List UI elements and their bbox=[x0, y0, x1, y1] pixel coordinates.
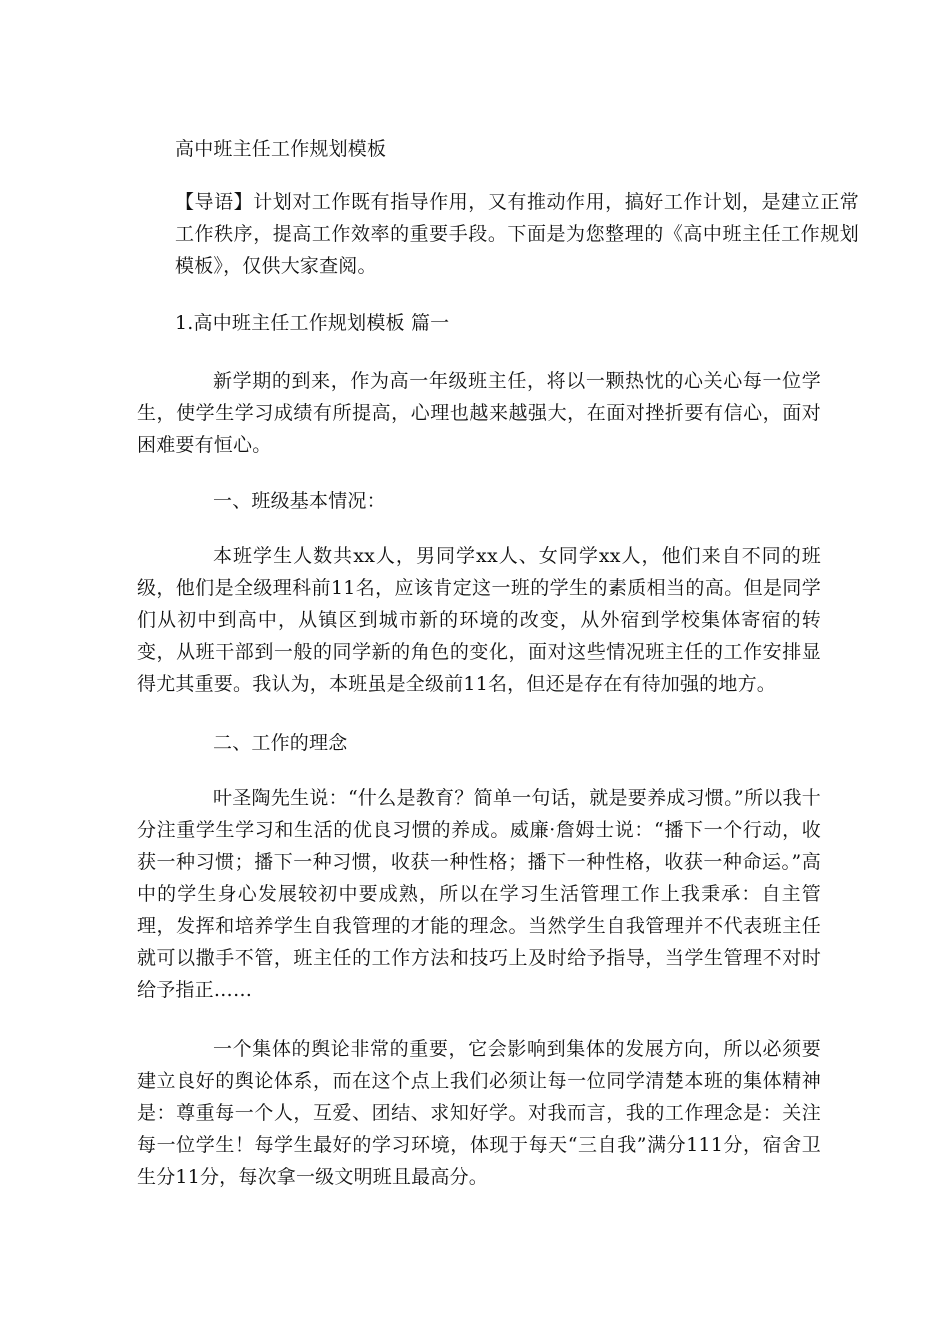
body-paragraph-1: 新学期的到来，作为高一年级班主任，将以一颗热忱的心关心每一位学生，使学生学习成绩有所提高，心理也越来越强大，在面对挫折要有信心，面对困难要有恒心。 bbox=[137, 370, 821, 456]
section-title: 1.高中班主任工作规划模板 篇一 bbox=[175, 312, 450, 334]
heading-work-philosophy: 二、工作的理念 bbox=[213, 732, 348, 754]
document-title: 高中班主任工作规划模板 bbox=[175, 138, 387, 160]
body-paragraph-3: 叶圣陶先生说：“什么是教育？简单一句话，就是要养成习惯。”所以我十分注重学生学习和生活的优良习惯的养成。威廉·詹姆士说：“播下一个行动，收获一种习惯；播下一种习惯，收获一种性格；播下一种性格，收获一种命运。”高中的学生身心发展较初中要成熟，所以在学习生活管理工作上我秉承：自主管理，发挥和培养学生自我管理的才能的理念。当然学生自我管理并不代表班主任就可以撒手不管，班主任的工作方法和技巧上及时给予指导，当学生管理不对时给予指正…… bbox=[137, 787, 821, 1001]
body-paragraph-2: 本班学生人数共xx人，男同学xx人、女同学xx人，他们来自不同的班级，他们是全级理科前11名，应该肯定这一班的学生的素质相当的高。但是同学们从初中到高中，从镇区到城市新的环境的改变，从外宿到学校集体寄宿的转变，从班干部到一般的同学新的角色的变化，面对这些情况班主任的工作安排显得尤其重要。我认为，本班虽是全级前11名，但还是存在有待加强的地方。 bbox=[137, 545, 821, 695]
intro-paragraph: 【导语】计划对工作既有指导作用，又有推动作用，搞好工作计划，是建立正常工作秩序，提高工作效率的重要手段。下面是为您整理的《高中班主任工作规划模板》，仅供大家查阅。 bbox=[175, 191, 859, 277]
body-paragraph-4: 一个集体的舆论非常的重要，它会影响到集体的发展方向，所以必须要建立良好的舆论体系，而在这个点上我们必须让每一位同学清楚本班的集体精神是：尊重每一个人，互爱、团结、求知好学。对我而言，我的工作理念是：关注每一位学生！每学生最好的学习环境，体现于每天“三自我”满分111分，宿舍卫生分11分，每次拿一级文明班且最高分。 bbox=[137, 1038, 821, 1188]
heading-class-basics: 一、班级基本情况： bbox=[213, 490, 386, 512]
